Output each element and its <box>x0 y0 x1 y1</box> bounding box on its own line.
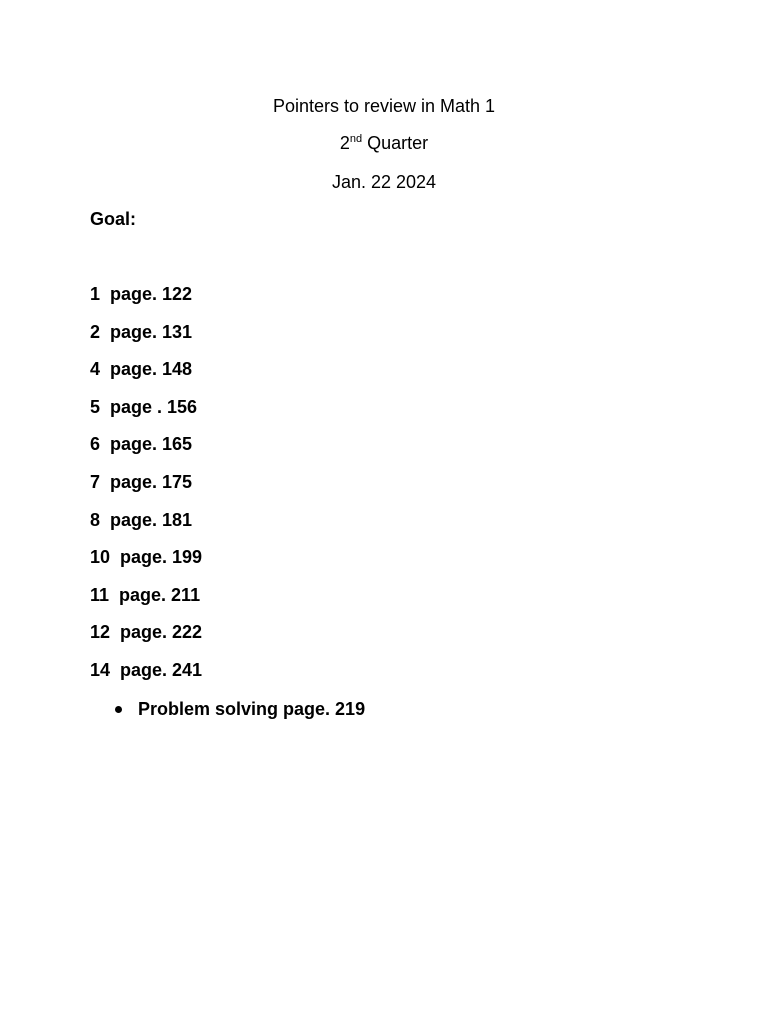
list-item: 12 page. 222 <box>90 622 203 643</box>
list-item: 14 page. 241 <box>90 659 203 680</box>
list-item: 2 page. 131 <box>90 321 193 342</box>
list-item: 7 page. 175 <box>90 471 193 492</box>
quarter-heading <box>0 132 768 154</box>
goal-label: Goal: <box>90 209 137 229</box>
list-item: 1 page. 122 <box>90 284 193 304</box>
quarter-word: Quarter <box>362 133 429 153</box>
document-date: Jan. 22 2024 <box>331 172 437 192</box>
quarter-number: 2 <box>339 133 350 153</box>
quarter-ordinal-suffix: nd <box>349 133 363 145</box>
list-item: 11 page. 211 <box>90 584 201 605</box>
list-item: 10 page. 199 <box>90 547 203 568</box>
page-list <box>90 283 202 697</box>
bullet-item <box>112 698 365 720</box>
list-item: 8 page. 181 <box>90 509 193 530</box>
list-item: 4 page. 148 <box>90 359 193 380</box>
list-item: 6 page. 165 <box>90 434 193 455</box>
bullet-text: Problem solving page. 219 <box>138 699 366 719</box>
list-item: 5 page . 156 <box>90 396 198 417</box>
document-title: Pointers to review in Math 1 <box>272 96 496 116</box>
bullet-dot-icon <box>115 706 122 713</box>
